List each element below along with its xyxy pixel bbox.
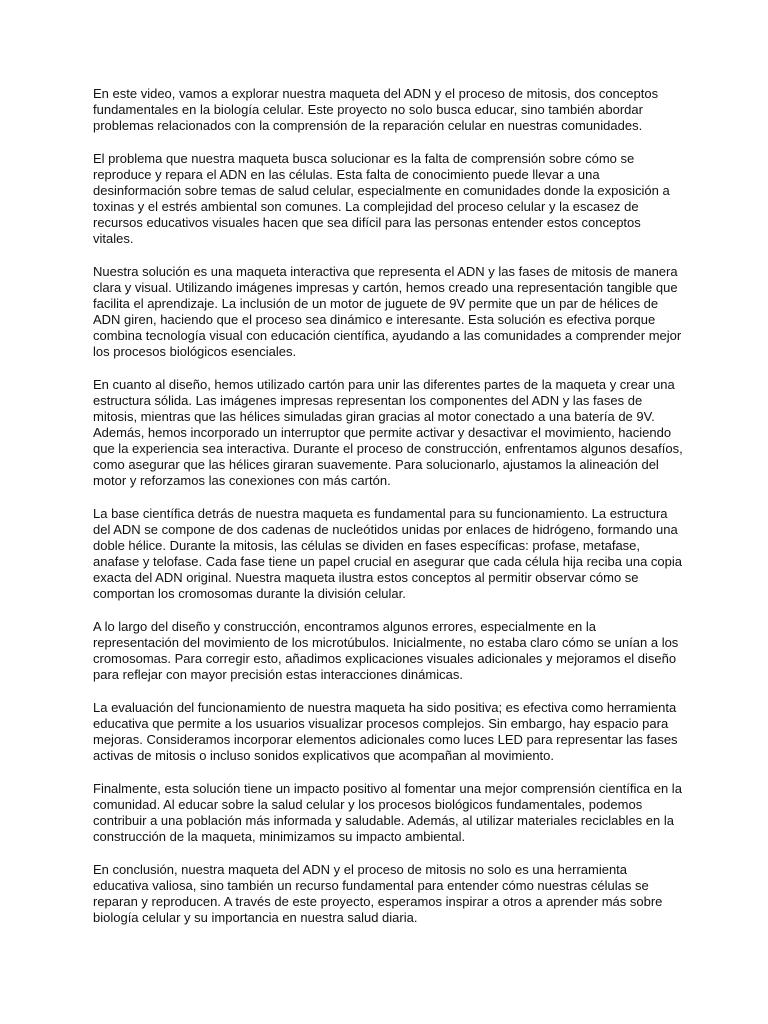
paragraph-impact: Finalmente, esta solución tiene un impacto positivo al fomentar una mejor comprensión científica en la comunidad. Al educar sobre la salud celular y los procesos biológicos fundamentales, podemos contribuir a una población más informada y saludable. Además, al utilizar materiales reciclables en la construcción de la maqueta, minimizamos su impacto ambiental. bbox=[93, 781, 682, 844]
paragraph-scientific-basis: La base científica detrás de nuestra maqueta es fundamental para su funcionamiento. La estructura del ADN se compone de dos cadenas de nucleótidos unidas por enlaces de hidrógeno, formando una doble hélice. Durante la mitosis, las células se dividen en fases específicas: profase, metafase, anafase y telofase. Cada fase tiene un papel crucial en asegurar que cada célula hija reciba una copia exacta del ADN original. Nuestra maqueta ilustra estos conceptos al permitir observar cómo se comportan los cromosomas durante la división celular. bbox=[93, 506, 683, 601]
paragraph-evaluation: La evaluación del funcionamiento de nuestra maqueta ha sido positiva; es efectiva como herramienta educativa que permite a los usuarios visualizar procesos complejos. Sin embargo, hay espacio para mejoras. Consideramos incorporar elementos adicionales como luces LED para representar las fases activas de mitosis o incluso sonidos explicativos que acompañan al movimiento. bbox=[93, 700, 678, 763]
paragraph-solution: Nuestra solución es una maqueta interactiva que representa el ADN y las fases de mitosis de manera clara y visual. Utilizando imágenes impresas y cartón, hemos creado una representación tangible que facilita el aprendizaje. La inclusión de un motor de juguete de 9V permite que un par de hélices de ADN giren, haciendo que el proceso sea dinámico e interesante. Esta solución es efectiva porque combina tecnología visual con educación científica, ayudando a las comunidades a comprender mejor los procesos biológicos esenciales. bbox=[93, 264, 682, 359]
document-body bbox=[93, 86, 683, 943]
paragraph-errors: A lo largo del diseño y construcción, encontramos algunos errores, especialmente en la representación del movimiento de los microtúbulos. Inicialmente, no estaba claro cómo se unían a los cromosomas. Para corregir esto, añadimos explicaciones visuales adicionales y mejoramos el diseño para reflejar con mayor precisión estas interacciones dinámicas. bbox=[93, 619, 679, 682]
paragraph-intro: En este video, vamos a explorar nuestra maqueta del ADN y el proceso de mitosis, dos conceptos fundamentales en la biología celular. Este proyecto no solo busca educar, sino también abordar problemas relacionados con la comprensión de la reparación celular en nuestras comunidades. bbox=[93, 86, 659, 133]
paragraph-conclusion: En conclusión, nuestra maqueta del ADN y el proceso de mitosis no solo es una herramienta educativa valiosa, sino también un recurso fundamental para entender cómo nuestras células se reparan y reproducen. A través de este proyecto, esperamos inspirar a otros a aprender más sobre biología celular y su importancia en nuestra salud diaria. bbox=[93, 862, 663, 925]
paragraph-problem: El problema que nuestra maqueta busca solucionar es la falta de comprensión sobre cómo se reproduce y repara el ADN en las células. Esta falta de conocimiento puede llevar a una desinformación sobre temas de salud celular, especialmente en comunidades donde la exposición a toxinas y el estrés ambiental son comunes. La complejidad del proceso celular y la escasez de recursos educativos visuales hacen que sea difícil para las personas entender estos conceptos vitales. bbox=[93, 151, 670, 246]
paragraph-design: En cuanto al diseño, hemos utilizado cartón para unir las diferentes partes de la maqueta y crear una estructura sólida. Las imágenes impresas representan los componentes del ADN y las fases de mitosis, mientras que las hélices simuladas giran gracias al motor conectado a una batería de 9V. Además, hemos incorporado un interruptor que permite activar y desactivar el movimiento, haciendo que la experiencia sea interactiva. Durante el proceso de construcción, enfrentamos algunos desafíos, como asegurar que las hélices giraran suavemente. Para solucionarlo, ajustamos la alineación del motor y reforzamos las conexiones con más cartón. bbox=[93, 377, 683, 488]
